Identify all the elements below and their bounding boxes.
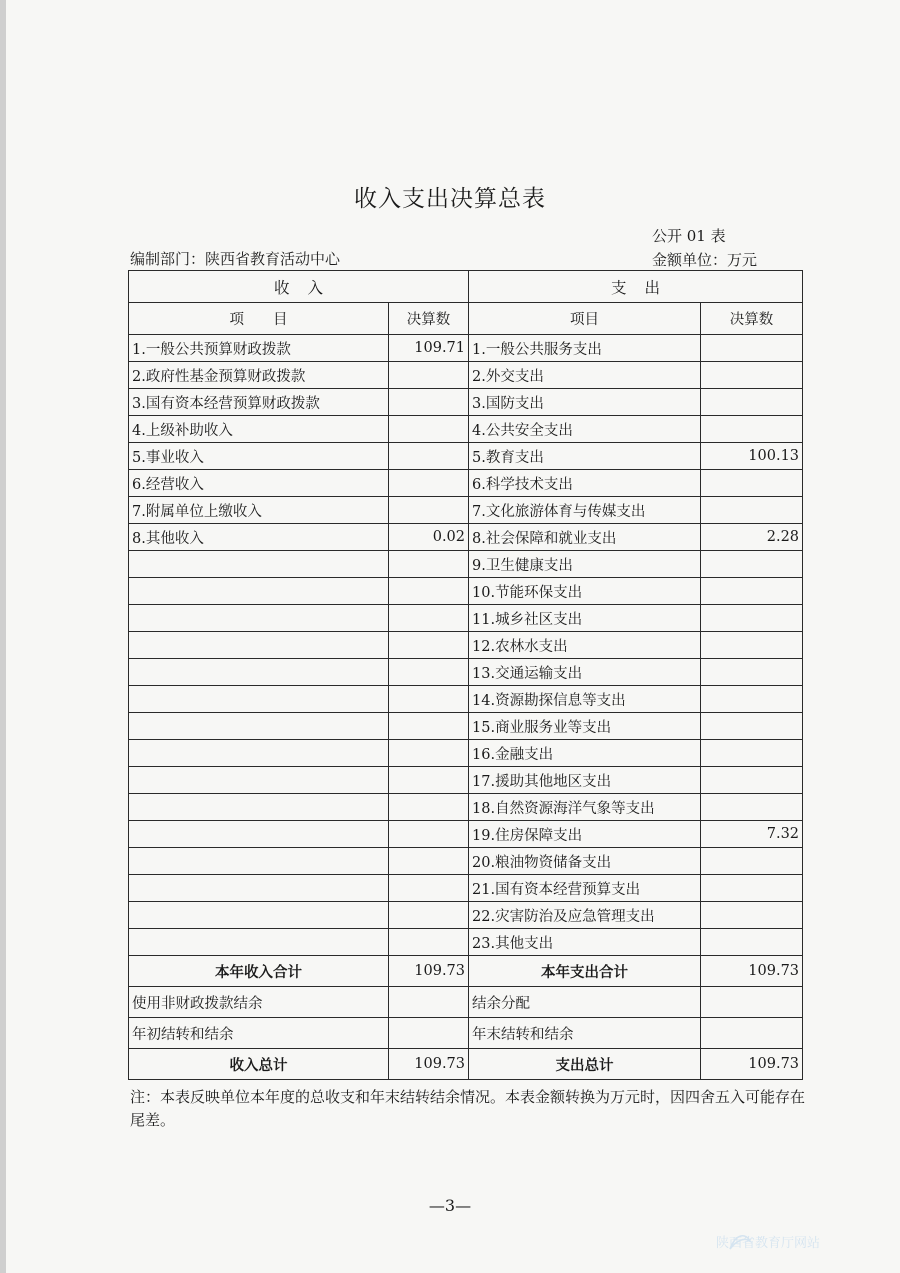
table-row (129, 875, 803, 902)
income-item-cell: 4.上级补助收入 (129, 416, 389, 443)
grand-total-row (129, 1049, 803, 1080)
opening-balance-label: 年初结转和结余 (129, 1018, 389, 1049)
year-total-row (129, 956, 803, 987)
table-row (129, 794, 803, 821)
expense-item-cell: 22.灾害防治及应急管理支出 (469, 902, 701, 929)
expense-amount-cell (701, 848, 803, 875)
income-amount-cell (389, 902, 469, 929)
expense-amount-cell: 100.13 (701, 443, 803, 470)
income-amount-cell (389, 389, 469, 416)
expense-amount-cell (701, 902, 803, 929)
non-fiscal-balance-label: 使用非财政拨款结余 (129, 987, 389, 1018)
table-row (129, 821, 803, 848)
income-amount-cell (389, 416, 469, 443)
footnote: 注：本表反映单位本年度的总收支和年末结转结余情况。本表金额转换为万元时，因四舍五入可能存在尾差。 (130, 1088, 806, 1129)
income-item-cell (129, 848, 389, 875)
income-item-cell (129, 821, 389, 848)
year-expense-total-label: 本年支出合计 (469, 956, 701, 987)
income-item-cell: 2.政府性基金预算财政拨款 (129, 362, 389, 389)
table-row (129, 470, 803, 497)
closing-balance-label: 年末结转和结余 (469, 1018, 701, 1049)
expense-amount-cell (701, 551, 803, 578)
income-item-cell: 6.经营收入 (129, 470, 389, 497)
income-amount-cell (389, 443, 469, 470)
expense-item-cell: 1.一般公共服务支出 (469, 335, 701, 362)
income-item-cell (129, 740, 389, 767)
expense-amount-cell (701, 875, 803, 902)
expense-item-cell: 7.文化旅游体育与传媒支出 (469, 497, 701, 524)
income-amount-cell (389, 632, 469, 659)
expense-item-cell: 19.住房保障支出 (469, 821, 701, 848)
table-row (129, 767, 803, 794)
table-row (129, 686, 803, 713)
table-row (129, 740, 803, 767)
income-amount-cell (389, 794, 469, 821)
income-amount-cell (389, 740, 469, 767)
expense-item-cell: 12.农林水支出 (469, 632, 701, 659)
income-item-cell (129, 659, 389, 686)
income-item-cell (129, 875, 389, 902)
expense-item-cell: 2.外交支出 (469, 362, 701, 389)
closing-balance-value (701, 1018, 803, 1049)
expense-item-cell: 23.其他支出 (469, 929, 701, 956)
table-row (129, 902, 803, 929)
expense-section-header: 支出 (469, 271, 803, 303)
expense-item-cell: 16.金融支出 (469, 740, 701, 767)
expense-item-cell: 5.教育支出 (469, 443, 701, 470)
table-row (129, 335, 803, 362)
income-amount-cell (389, 362, 469, 389)
expense-item-cell: 14.资源勘探信息等支出 (469, 686, 701, 713)
expense-amount-cell (701, 632, 803, 659)
income-amount-cell (389, 848, 469, 875)
watermark-text: 陕西省教育厅网站 (716, 1236, 821, 1251)
table-row (129, 551, 803, 578)
expense-amount-cell (701, 659, 803, 686)
income-amount-cell (389, 929, 469, 956)
expense-item-cell: 4.公共安全支出 (469, 416, 701, 443)
expense-amount-cell (701, 389, 803, 416)
income-grand-total-value: 109.73 (389, 1049, 469, 1080)
expense-amount-cell (701, 740, 803, 767)
income-item-cell: 5.事业收入 (129, 443, 389, 470)
income-item-cell (129, 713, 389, 740)
expense-amount-cell (701, 497, 803, 524)
expense-amount-cell (701, 362, 803, 389)
expense-item-cell: 13.交通运输支出 (469, 659, 701, 686)
expense-amount-cell: 2.28 (701, 524, 803, 551)
income-item-cell (129, 686, 389, 713)
expense-amount-cell (701, 416, 803, 443)
form-number: 公开 01 表 (652, 227, 726, 245)
expense-grand-total-value: 109.73 (701, 1049, 803, 1080)
table-row (129, 389, 803, 416)
expense-item-cell: 15.商业服务业等支出 (469, 713, 701, 740)
opening-balance-value (389, 1018, 469, 1049)
income-amount-cell (389, 578, 469, 605)
income-item-cell: 8.其他收入 (129, 524, 389, 551)
income-amount-cell (389, 821, 469, 848)
department-label: 编制部门：陕西省教育活动中心 (130, 250, 341, 268)
surplus-distribution-value (701, 987, 803, 1018)
income-amount-cell (389, 767, 469, 794)
income-amount-cell (389, 713, 469, 740)
expense-item-cell: 11.城乡社区支出 (469, 605, 701, 632)
expense-item-cell: 8.社会保障和就业支出 (469, 524, 701, 551)
income-item-cell: 1.一般公共预算财政拨款 (129, 335, 389, 362)
income-item-cell: 3.国有资本经营预算财政拨款 (129, 389, 389, 416)
table-row (129, 713, 803, 740)
table-row (129, 929, 803, 956)
balance-row-1 (129, 987, 803, 1018)
year-income-total-label: 本年收入合计 (129, 956, 389, 987)
expense-item-cell: 10.节能环保支出 (469, 578, 701, 605)
expense-item-cell: 20.粮油物资储备支出 (469, 848, 701, 875)
table-row (129, 578, 803, 605)
expense-amount-cell (701, 713, 803, 740)
income-grand-total-label: 收入总计 (129, 1049, 389, 1080)
table-row (129, 605, 803, 632)
income-item-cell (129, 767, 389, 794)
expense-item-cell: 18.自然资源海洋气象等支出 (469, 794, 701, 821)
income-section-header: 收入 (129, 271, 469, 303)
year-income-total-value: 109.73 (389, 956, 469, 987)
income-amount-cell (389, 551, 469, 578)
table-row (129, 497, 803, 524)
expense-item-column-header: 项目 (469, 303, 701, 335)
expense-amount-cell (701, 335, 803, 362)
expense-amount-cell (701, 470, 803, 497)
expense-amount-cell (701, 794, 803, 821)
income-expense-table (128, 270, 803, 1080)
income-item-cell (129, 929, 389, 956)
income-item-column-header: 项 目 (129, 303, 389, 335)
income-item-cell (129, 551, 389, 578)
income-item-cell (129, 632, 389, 659)
table-row (129, 632, 803, 659)
table-row (129, 848, 803, 875)
page-number: —3— (428, 1196, 472, 1215)
column-header-row (129, 303, 803, 335)
income-amount-cell (389, 686, 469, 713)
balance-row-2 (129, 1018, 803, 1049)
expense-amount-cell: 7.32 (701, 821, 803, 848)
income-amount-column-header: 决算数 (389, 303, 469, 335)
income-amount-cell: 0.02 (389, 524, 469, 551)
income-amount-cell (389, 659, 469, 686)
expense-amount-column-header: 决算数 (701, 303, 803, 335)
expense-item-cell: 3.国防支出 (469, 389, 701, 416)
year-expense-total-value: 109.73 (701, 956, 803, 987)
income-item-cell: 7.附属单位上缴收入 (129, 497, 389, 524)
surplus-distribution-label: 结余分配 (469, 987, 701, 1018)
income-item-cell (129, 578, 389, 605)
expense-amount-cell (701, 578, 803, 605)
income-item-cell (129, 794, 389, 821)
income-amount-cell (389, 875, 469, 902)
income-amount-cell (389, 605, 469, 632)
document-title: 收入支出决算总表 (354, 186, 546, 212)
expense-amount-cell (701, 686, 803, 713)
expense-item-cell: 17.援助其他地区支出 (469, 767, 701, 794)
expense-amount-cell (701, 767, 803, 794)
table-row (129, 416, 803, 443)
non-fiscal-balance-value (389, 987, 469, 1018)
income-item-cell (129, 902, 389, 929)
section-header-row (129, 271, 803, 303)
expense-amount-cell (701, 605, 803, 632)
table-row (129, 443, 803, 470)
expense-item-cell: 21.国有资本经营预算支出 (469, 875, 701, 902)
expense-item-cell: 9.卫生健康支出 (469, 551, 701, 578)
income-amount-cell (389, 497, 469, 524)
expense-amount-cell (701, 929, 803, 956)
expense-item-cell: 6.科学技术支出 (469, 470, 701, 497)
income-amount-cell (389, 470, 469, 497)
table-row (129, 362, 803, 389)
expense-grand-total-label: 支出总计 (469, 1049, 701, 1080)
income-item-cell (129, 605, 389, 632)
table-row (129, 524, 803, 551)
table-row (129, 659, 803, 686)
amount-unit-label: 金额单位：万元 (652, 251, 758, 269)
income-amount-cell: 109.71 (389, 335, 469, 362)
